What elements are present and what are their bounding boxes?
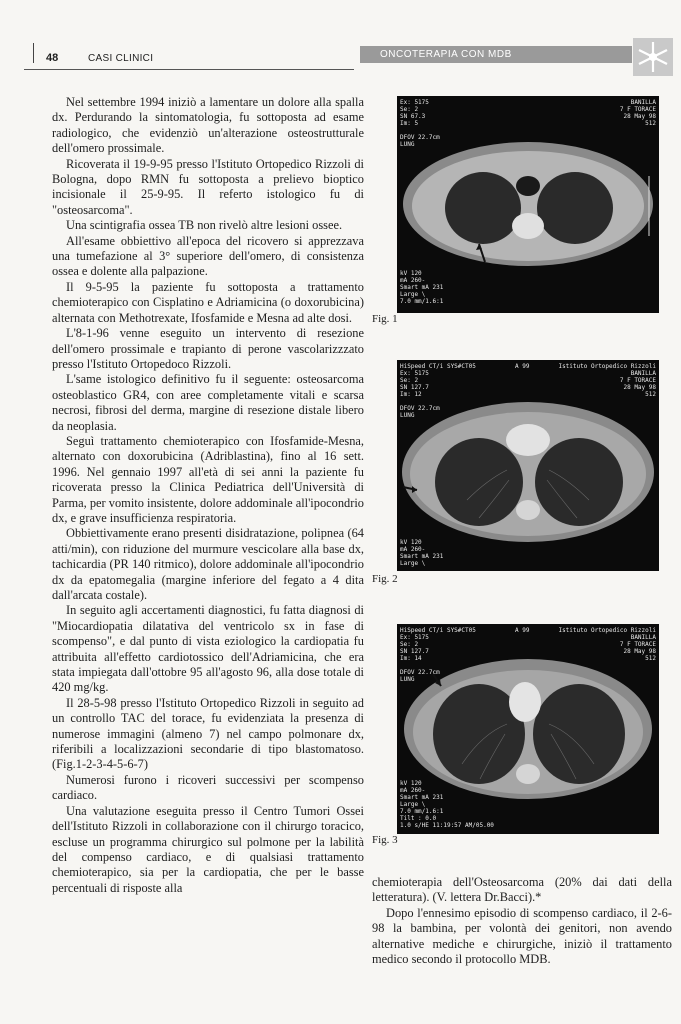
paragraph: Seguì trattamento chemioterapico con Ifosfamide-Mesna, alternato con doxorubicina (Adriblastina), fino al 16 sett. 1996. Nel gennaio 1997 all'età di sei anni la paziente fu ricoverata presso la Clinica Pediatrica dell'Università di Parma, per vomito insistente, dolore addominale all'ipocondrio dx, e grave insufficienza respiratoria. — [52, 433, 364, 525]
scan-label: 28 May 98 — [623, 648, 656, 655]
paragraph: L'same istologico definitivo fu il seguente: osteosarcoma osteoblastico GR4, con aree completamente vitali e scarsa necrosi, fibrosi del derma, margine di resezione distale libero da neoplasia. — [52, 372, 364, 433]
ct-scan-figure-3 — [397, 624, 659, 834]
paragraph: Ricoverata il 19-9-95 presso l'Istituto Ortopedico Rizzoli di Bologna, dopo RMN fu sottoposta a prelievo bioptico incisionale il 25-9-95. Il referto istologico fu di "osteosarcoma". — [52, 156, 364, 217]
scan-label: 512 — [645, 391, 656, 398]
section-title: CASI CLINICI — [88, 53, 154, 64]
scan-label: Large \ — [400, 560, 426, 567]
paragraph: Una scintigrafia ossea TB non rivelò altre lesioni ossee. — [66, 218, 343, 233]
scan-label: DFOV 22.7cm — [400, 669, 440, 676]
journal-bar — [360, 46, 632, 63]
scan-label: Smart mA 231 — [400, 794, 444, 801]
paragraph: Il 9-5-95 la paziente fu sottoposta a trattamento chemioterapico con Cisplatino e Adriamicina (o doxorubicina) alternata con Methotrexate, Ifosfamide e Mesna ad alte dosi. — [52, 279, 364, 325]
paragraph: Obbiettivamente erano presenti disidratazione, polipnea (64 atti/min), con riduzione del murmure vescicolare alla base dx, tachicardia (PR 140 ritmico), dolore addominale all'ipocondrio dx da epatomegalia (margine inferiore del fegato a 4 dita dall'arcata costale). — [52, 526, 364, 602]
scan-label: 7.0 mm/1.6:1 — [400, 298, 444, 305]
scan-label: Im: 14 — [400, 655, 422, 662]
scan-label: HiSpeed CT/i SYS#CT05 — [400, 363, 476, 370]
scan-label: SN 127.7 — [400, 384, 429, 391]
scan-label: A 99 — [515, 363, 530, 370]
header-tick — [33, 43, 34, 63]
star-logo-icon — [633, 38, 673, 76]
scan-label: BANILLA — [630, 99, 656, 106]
paragraph: All'esame obbiettivo all'epoca del ricovero si apprezzava una tumefazione al 3° superiore dell'omero, di consistenza ossea e dolente alla palpazione. — [52, 233, 364, 279]
scan-label: Tilt : 0.0 — [400, 815, 437, 822]
scan-label: DFOV 22.7cm — [400, 134, 440, 141]
paragraph: Dopo l'ennesimo episodio di scompenso cardiaco, il 2-6-98 la bambina, per volontà dei genitori, non avendo alternative mediche e chirurgiche, iniziò il trattamento medico secondo il protocollo MDB. — [372, 905, 672, 967]
scan-label: Smart mA 231 — [400, 553, 444, 560]
scan-label: Ex: 5175 — [400, 634, 429, 641]
scan-label: kV 120 — [400, 270, 422, 277]
scan-label: Large \ — [400, 291, 426, 298]
scan-label: Im: 12 — [400, 391, 422, 398]
scan-label: A 99 — [515, 627, 530, 634]
scan-label: 7 F TORACE — [619, 641, 656, 648]
scan-label: DFOV 22.7cm — [400, 405, 440, 412]
scan-label: Se: 2 — [400, 641, 419, 648]
scan-label: Se: 2 — [400, 377, 419, 384]
scan-label: BANILLA — [630, 370, 656, 377]
ct-scan-figure-1 — [397, 96, 659, 313]
right-column — [372, 875, 672, 967]
scan-label: Se: 2 — [400, 106, 419, 113]
scan-label: HiSpeed CT/i SYS#CT05 — [400, 627, 476, 634]
scan-label: 7 F TORACE — [619, 106, 656, 113]
paragraph: Il 28-5-98 presso l'Istituto Ortopedico Rizzoli in seguito ad un controllo TAC del torace, fu evidenziata la presenza di numerose immagini (almeno 7) nel campo polmonare dx, riferibili a localizzazioni secondarie di tipo blastomatoso.(Fig.1-2-3-4-5-6-7) — [52, 695, 364, 772]
scan-label: kV 120 — [400, 780, 422, 787]
scan-label: Im: 5 — [400, 120, 419, 127]
scan-label: 1.0 s/HE 11:19:57 AM/05.00 — [400, 822, 494, 829]
scan-label: mA 260- — [400, 277, 426, 284]
header-rule — [24, 43, 354, 70]
scan-label: SN 67.3 — [400, 113, 426, 120]
left-column — [52, 95, 364, 896]
scan-label: mA 260- — [400, 546, 426, 553]
scan-label: LUNG — [400, 412, 415, 419]
scan-label: SN 127.7 — [400, 648, 429, 655]
figure-caption: Fig. 1 — [372, 313, 398, 325]
paragraph: Numerosi furono i ricoveri successivi per scompenso cardiaco. — [52, 772, 364, 803]
figure-caption: Fig. 3 — [372, 834, 398, 846]
figure-caption: Fig. 2 — [372, 573, 398, 585]
scan-label: Ex: 5175 — [400, 99, 429, 106]
scan-label: Ex: 5175 — [400, 370, 429, 377]
scan-label: 7.0 mm/1.6:1 — [400, 808, 444, 815]
scan-label: mA 260- — [400, 787, 426, 794]
scan-label: LUNG — [400, 676, 415, 683]
scan-label: BANILLA — [630, 634, 656, 641]
scan-label: 512 — [645, 655, 656, 662]
paragraph: Una valutazione eseguita presso il Centro Tumori Ossei dell'Istituto Rizzoli in collaborazione con il chirurgo toracico, escluse un programma chirurgico sul polmone per la labilità del compenso cardiaco, e di qualsiasi trattamento chemioterapico, sia per la cardiopatia, che per le basse percentuali di risposte alla — [52, 803, 364, 895]
scan-label: Large \ — [400, 801, 426, 808]
scan-label: 28 May 98 — [623, 384, 656, 391]
scan-label: 7 F TORACE — [619, 377, 656, 384]
scan-label: LUNG — [400, 141, 415, 148]
scan-label: kV 120 — [400, 539, 422, 546]
paragraph: Nel settembre 1994 iniziò a lamentare un dolore alla spalla dx. Perdurando la sintomatologia, fu sottoposta ad esame radiologico, che evidenziò un'alterazione osteostrutturale dell'omero prossimale. — [52, 95, 364, 156]
scan-label: Istituto Ortopedico Rizzoli — [558, 627, 656, 634]
paragraph: chemioterapia dell'Osteosarcoma (20% dai dati della letteratura). (V. lettera Dr.Bacci).* — [372, 875, 672, 905]
scan-label: Smart mA 231 — [400, 284, 444, 291]
scan-label: Istituto Ortopedico Rizzoli — [558, 363, 656, 370]
paragraph: L'8-1-96 venne eseguito un intervento di resezione dell'omero prossimale e trapianto di perone vascolarizzzato presso l'Istituto Ortopedoco Rizzoli. — [52, 326, 364, 371]
paragraph: In seguito agli accertamenti diagnostici, fu fatta diagnosi di "Miocardiopatia dilatativa del ventricolo sx in fase di scompenso", e dal punto di vista eziologico la cardiopatia fu attribuita all'effetto cardiotossico dell'Adriamicina, che era stata impiegata dall'ottobre 95 all'agosto 96, alla dose totale di 420 mg/kg. — [52, 603, 364, 695]
page-number: 48 — [46, 52, 59, 64]
ct-scan-figure-2 — [397, 360, 659, 571]
scan-label: 512 — [645, 120, 656, 127]
journal-title: ONCOTERAPIA CON MDB — [380, 49, 512, 60]
scan-label: 28 May 98 — [623, 113, 656, 120]
